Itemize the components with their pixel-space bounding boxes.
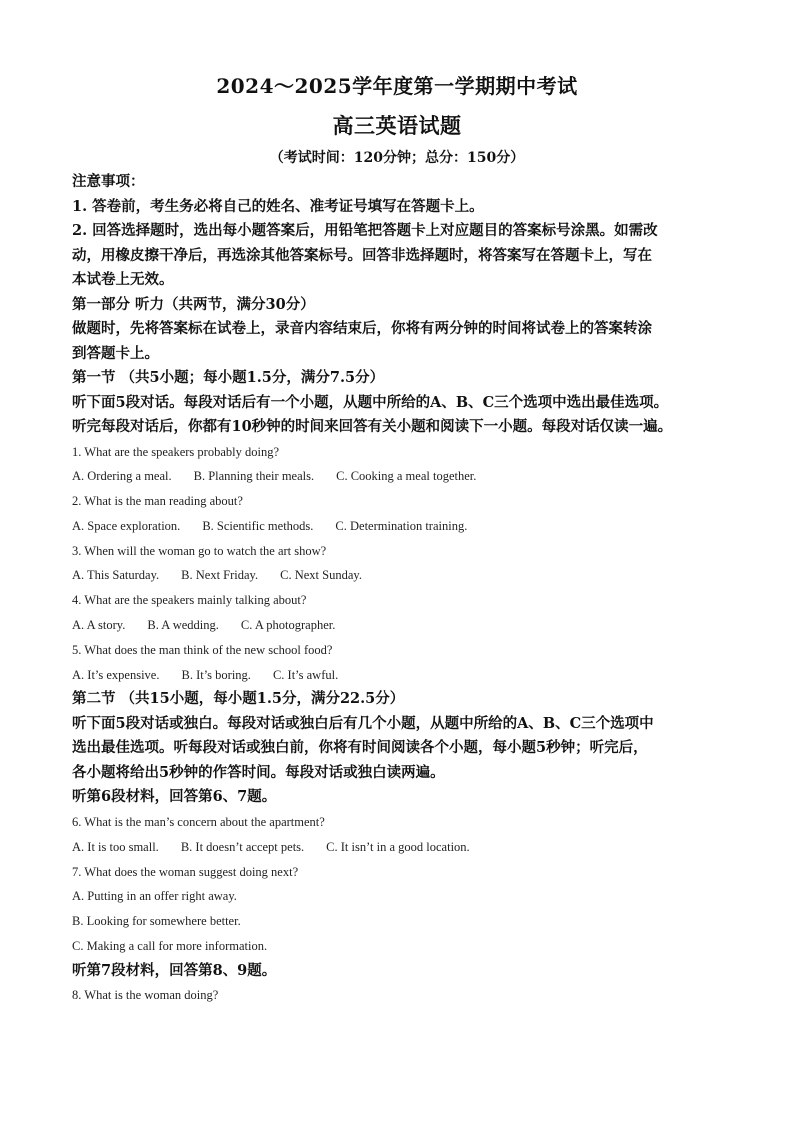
question-7: 7. What does the woman suggest doing next? [72,864,299,879]
option-b: B. It’s boring. [181,667,251,682]
exam-content [72,170,724,1008]
option-c: C. Next Sunday. [280,568,362,583]
question-1-options [72,464,724,489]
question-3-options [72,563,724,588]
option-a: A. Ordering a meal. [72,469,172,484]
section2-instruction-b: 选出最佳选项。听每段对话或独白前，你将有时间阅读各个小题，每小题5秒钟；听完后， [72,739,648,757]
question-6-options [72,835,724,860]
section1-heading: 第一节 （共5小题；每小题1.5分，满分7.5分） [72,369,385,386]
part1-heading: 第一部分 听力（共两节，满分30分） [72,295,315,313]
notice-line-2b: 动，用橡皮擦干净后，再选涂其他答案标号。回答非选择题时，将答案写在答题卡上，写在 [72,246,652,264]
option-a: A. A story. [72,618,126,633]
exam-info: （考试时间：120分钟；总分：150分） [269,150,525,166]
question-2-options [72,514,724,539]
option-b: B. A wedding. [147,618,219,633]
option-a: A. Space exploration. [72,518,181,533]
question-8: 8. What is the woman doing? [72,988,219,1003]
section2-instruction-c: 各小题将给出5秒钟的作答时间。每段对话或独白读两遍。 [72,763,445,781]
option-a: A. It is too small. [72,839,159,854]
option-a: A. It’s expensive. [72,667,160,682]
notice-line-2a: 2. 回答选择题时，选出每小题答案后，用铅笔把答题卡上对应题目的答案标号涂黑。如需改 [72,222,658,239]
option-b: B. Next Friday. [181,568,259,583]
option-c: C. A photographer. [240,618,336,633]
section2-instruction-a: 听下面5段对话或独白。每段对话或独白后有几个小题，从题中所给的A、B、C三个选项中 [72,714,654,732]
notice-line-2c: 本试卷上无效。 [72,271,174,288]
material-7-heading: 听第7段材料，回答第8、9题。 [72,961,277,979]
question-3: 3. When will the woman go to watch the art show? [72,543,327,558]
material-6-heading: 听第6段材料，回答第6、7题。 [72,788,277,806]
section2-heading: 第二节 （共15小题，每小题1.5分，满分22.5分） [72,690,405,708]
question-7-option-a: A. Putting in an offer right away. [72,889,237,904]
question-1: 1. What are the speakers probably doing? [72,444,279,459]
question-7-option-b: B. Looking for somewhere better. [72,914,241,929]
option-c: C. Determination training. [335,518,468,533]
option-a: A. This Saturday. [72,568,160,583]
question-7-option-c: C. Making a call for more information. [72,938,268,953]
question-6: 6. What is the man’s concern about the apartment? [72,814,325,829]
exam-subject-title: 高三英语试题 [332,113,462,138]
notice-heading: 注意事项： [72,173,145,190]
exam-title: 2024～2025学年度第一学期期中考试 [216,74,578,98]
option-b: B. It doesn’t accept pets. [180,839,305,854]
section1-instruction-b: 听完每段对话后，你都有10秒钟的时间来回答有关小题和阅读下一小题。每段对话仅读一遍。 [72,418,673,435]
option-c: C. It’s awful. [272,667,339,682]
question-2: 2. What is the man reading about? [72,494,243,509]
notice-line-1: 1. 答卷前，考生务必将自己的姓名、准考证号填写在答题卡上。 [72,197,484,215]
question-4: 4. What are the speakers mainly talking about? [72,593,307,608]
option-b: B. Planning their meals. [193,469,315,484]
part1-instruction-b: 到答题卡上。 [72,344,159,362]
option-c: C. It isn’t in a good location. [326,839,470,854]
section1-instruction-a: 听下面5段对话。每段对话后有一个小题，从题中所给的A、B、C三个选项中选出最佳选项。 [72,393,669,411]
question-5: 5. What does the man think of the new school food? [72,642,333,657]
question-4-options [72,613,724,638]
option-b: B. Scientific methods. [202,518,314,533]
question-5-options [72,663,724,688]
option-c: C. Cooking a meal together. [336,469,477,484]
part1-instruction-a: 做题时，先将答案标在试卷上，录音内容结束后，你将有两分钟的时间将试卷上的答案转涂 [72,320,652,337]
